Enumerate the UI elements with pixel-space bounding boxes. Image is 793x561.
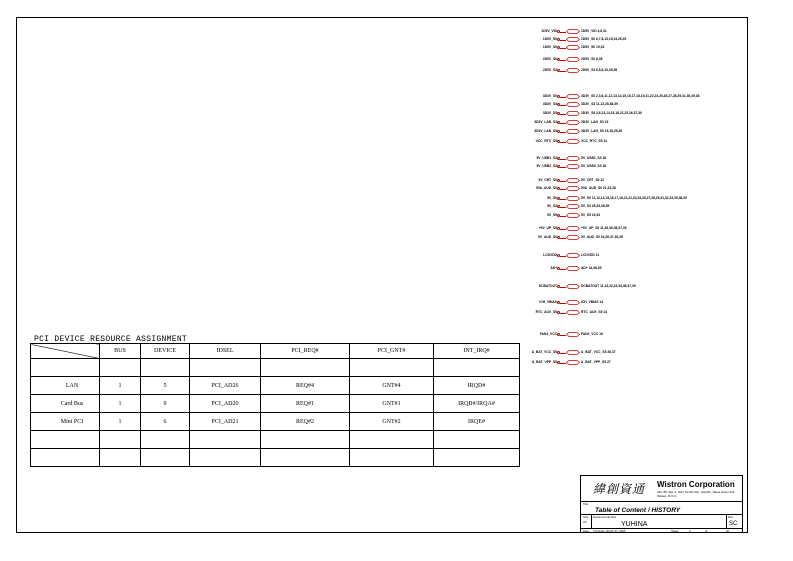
cell-device — [141, 431, 190, 449]
rail-target-label: 5VA_AUD_S0 21,23,28 — [581, 186, 616, 190]
power-rail-row — [500, 36, 760, 43]
document-title: Table of Content / HISTORY — [595, 507, 681, 514]
cell-idsel — [190, 359, 261, 377]
power-rail-row — [500, 185, 760, 192]
cell-device-name — [31, 431, 100, 449]
rail-source-label: 3D3V_S5 — [542, 111, 557, 115]
net-connector-icon — [566, 235, 580, 240]
net-connector-icon — [566, 284, 580, 289]
net-connector-icon — [566, 196, 580, 201]
power-rail-row — [500, 44, 760, 51]
rail-source-label: 2D5V_S0 — [542, 57, 557, 61]
cell-device: 5 — [141, 377, 190, 395]
rail-source-label: 1D5V_S0 — [542, 37, 557, 41]
rail-source-label: DCBATOUT — [538, 284, 557, 288]
cell-device: 9 — [141, 395, 190, 413]
rail-source-label: 2D5V_S3 — [542, 68, 557, 72]
header-idsel: IDSEL — [190, 344, 261, 359]
rail-source-label: AD+ — [550, 266, 557, 270]
cell-bus — [100, 431, 141, 449]
cell-irq — [434, 431, 520, 449]
power-rail-row — [500, 283, 760, 290]
net-connector-icon — [566, 102, 580, 107]
net-connector-icon — [566, 186, 580, 191]
rail-target-label: 5V_S3 25,33,38,39 — [581, 204, 610, 208]
cell-device-name: LAN — [31, 377, 100, 395]
net-connector-icon — [566, 129, 580, 134]
rail-target-label: RTC_AUX_S5 14 — [581, 310, 608, 314]
size-value: A3 — [583, 520, 587, 524]
power-rail-row — [500, 225, 760, 232]
rail-source-label: ICH_VBIAS — [539, 300, 557, 304]
cell-gnt: GNT#1 — [350, 395, 434, 413]
cell-req — [261, 449, 350, 467]
cell-irq: IRQD# — [434, 377, 520, 395]
cell-gnt: GNT#2 — [350, 413, 434, 431]
rail-target-label: A_BAT_VPP_S5 27 — [581, 360, 611, 364]
table-header-row — [31, 344, 520, 359]
power-rail-row — [500, 56, 760, 63]
rail-target-label: FAN1_VCC 16 — [581, 332, 603, 336]
cell-gnt — [350, 449, 434, 467]
net-connector-icon — [566, 300, 580, 305]
cell-bus: 1 — [100, 413, 141, 431]
sheet-value: 2 — [689, 529, 691, 533]
net-connector-icon — [566, 57, 580, 62]
net-connector-icon — [566, 332, 580, 337]
cell-idsel: PCI_AD20 — [190, 395, 261, 413]
power-rail-row — [500, 203, 760, 210]
rail-target-label: 3D3V_LAN_S3 19 — [581, 120, 609, 124]
rail-target-label: AD+ 34,38,39 — [581, 266, 602, 270]
power-rail-row — [500, 195, 760, 202]
cell-idsel — [190, 431, 261, 449]
rail-source-label: 5V_S5 — [547, 213, 557, 217]
cell-gnt — [350, 359, 434, 377]
cell-device — [141, 359, 190, 377]
company-address: 21F, 88, Sec.1, Hsin Tai Wu Rd., Hsichih, Taipei Hsien 221, Taiwan, R.O.C. — [657, 490, 736, 498]
cell-bus: 1 — [100, 395, 141, 413]
rail-source-label: FAN1_VCC — [539, 332, 557, 336]
title-divider — [581, 501, 742, 502]
rail-target-label: 5V_USB1_S3 18 — [581, 156, 607, 160]
power-rail-row — [500, 128, 760, 135]
cell-req — [261, 431, 350, 449]
rail-source-label: 5VA_AUD_S0 — [535, 186, 557, 190]
of-label: of — [705, 529, 708, 533]
power-rail-row — [500, 359, 760, 366]
power-rail-row — [500, 119, 760, 126]
document-number: YUHINA — [621, 521, 648, 528]
power-rail-row — [500, 67, 760, 74]
header-pci-gnt: PCI_GNT# — [350, 344, 434, 359]
cell-irq: IRQE# — [434, 413, 520, 431]
rail-target-label: 5V_AUD_S0 16,26,37,28,39 — [581, 235, 623, 239]
net-connector-icon — [566, 120, 580, 125]
power-rail-row — [500, 265, 760, 272]
cell-req: REQ#4 — [261, 377, 350, 395]
power-rail-row — [500, 28, 760, 35]
net-connector-icon — [566, 68, 580, 73]
power-rail-row — [500, 93, 760, 100]
rail-source-label: 3D3V_LAN_S3 — [534, 120, 557, 124]
cell-device — [141, 449, 190, 467]
title-block — [580, 475, 743, 533]
rail-source-label: A_BAT_VCC_S5 — [531, 350, 557, 354]
table-row — [31, 377, 520, 395]
cell-irq — [434, 449, 520, 467]
power-rail-row — [500, 138, 760, 145]
rail-source-label: 1D5V_S0 — [542, 45, 557, 49]
header-pci-req: PCI_REQ# — [261, 344, 350, 359]
rail-source-label: VCC_RTC_S5 — [535, 139, 557, 143]
net-connector-icon — [566, 350, 580, 355]
rev-separator — [726, 514, 727, 528]
rail-target-label: 3D3V_S0 2,3,6,11,12,13,14,15,16,17,18,19,21,22,24,25,26,27,28,29,31,35,39,38 — [581, 94, 700, 98]
rev-value: SC — [729, 521, 738, 527]
net-connector-icon — [566, 226, 580, 231]
sheet-label: Sheet — [671, 529, 679, 533]
net-connector-icon — [566, 213, 580, 218]
rail-source-label: 3D3V_LAN_S5 — [534, 129, 557, 133]
rail-target-label: 5V_USB3_S3 18 — [581, 164, 607, 168]
rail-target-label: 1D5V_S0 19,33 — [581, 45, 605, 49]
rail-source-label: +5V_UP_S5 — [538, 226, 557, 230]
net-connector-icon — [566, 139, 580, 144]
rail-target-label: 3D3V_LAN_S5 19,18,25,26 — [581, 129, 623, 133]
net-connector-icon — [566, 204, 580, 209]
size-label: Size — [583, 515, 589, 519]
power-rail-row — [500, 349, 760, 356]
rail-target-label: 5V_S0 11,12,14,15,16,17,18,21,22,23,24,25,27,28,29,31,32,33,35,38,39 — [581, 196, 687, 200]
rail-target-label: LCDVDD 11 — [581, 253, 600, 257]
power-rail-row — [500, 110, 760, 117]
header-bus: BUS — [100, 344, 141, 359]
power-rail-row — [500, 234, 760, 241]
rail-source-label: 5V_AUD_S0 — [538, 235, 557, 239]
cell-gnt: GNT#4 — [350, 377, 434, 395]
cell-irq: IRQB#/IRQA# — [434, 395, 520, 413]
power-rail-row — [500, 101, 760, 108]
cell-device-name — [31, 359, 100, 377]
rail-target-label: 3D3V_S3 11,12,28,38,39 — [581, 102, 618, 106]
of-value: 40 — [726, 529, 730, 533]
power-rail-row — [500, 155, 760, 162]
rail-source-label: 5V_S0 — [547, 196, 557, 200]
cell-req — [261, 359, 350, 377]
cell-idsel — [190, 449, 261, 467]
rail-source-label: 3D3V_S0 — [542, 94, 557, 98]
cell-device-name — [31, 449, 100, 467]
cell-req: REQ#1 — [261, 395, 350, 413]
header-device: DEVICE — [141, 344, 190, 359]
net-connector-icon — [566, 164, 580, 169]
table-row — [31, 449, 520, 467]
cell-device-name: Mini PCI — [31, 413, 100, 431]
cell-idsel: PCI_AD26 — [190, 377, 261, 395]
size-separator — [591, 514, 592, 528]
rail-target-label: 1D5V_S0 6,7,8,13,15,24,26,39 — [581, 37, 627, 41]
net-connector-icon — [566, 45, 580, 50]
document-number-label: Document Number — [593, 515, 617, 519]
net-connector-icon — [566, 178, 580, 183]
net-connector-icon — [566, 266, 580, 271]
cell-bus — [100, 449, 141, 467]
net-connector-icon — [566, 253, 580, 258]
power-rail-row — [500, 299, 760, 306]
rail-target-label: VCC_RTC_S5 14 — [581, 139, 608, 143]
pci-resource-table — [30, 343, 520, 467]
net-connector-icon — [566, 111, 580, 116]
date-label: Date: — [583, 529, 590, 533]
rail-source-label: 3D3V_S3 — [542, 102, 557, 106]
cell-idsel: PCI_AD21 — [190, 413, 261, 431]
rail-source-label: A_BAT_VPP_S5 — [531, 360, 557, 364]
cell-device-name: Card Bus — [31, 395, 100, 413]
table-row — [31, 395, 520, 413]
net-connector-icon — [566, 310, 580, 315]
table-title: PCI DEVICE RESOURCE ASSIGNMENT — [34, 335, 188, 344]
rail-target-label: 2D5V_S3 6,8,9,10,35,38 — [581, 68, 618, 72]
header-int-irq: INT_IRQ# — [434, 344, 520, 359]
rail-source-label: 5V_USB3_S3 — [536, 164, 557, 168]
table-row — [31, 359, 520, 377]
rail-target-label: ICH_VBIAS 14 — [581, 300, 604, 304]
title-label: Title — [583, 502, 589, 506]
rail-target-label: +5V_UP_S5 11,26,36,38,37,39 — [581, 226, 627, 230]
net-connector-icon — [566, 94, 580, 99]
rail-target-label: 5V_S5 19,33 — [581, 213, 601, 217]
rail-source-label: 5V_CRT_S0 — [538, 178, 557, 182]
rail-target-label: 1D5V_VID 4,6,31 — [581, 29, 607, 33]
power-rail-row — [500, 252, 760, 259]
rail-source-label: 5V_USB1_S3 — [536, 156, 557, 160]
rail-source-label: 5V_S3 — [547, 204, 557, 208]
table-row — [31, 413, 520, 431]
power-rail-row — [500, 177, 760, 184]
rev-label: Rev — [728, 515, 733, 519]
net-connector-icon — [566, 156, 580, 161]
cell-device: 6 — [141, 413, 190, 431]
company-logo: 緯創資通 — [593, 482, 646, 496]
rail-target-label: 2D5V_S0 8,38 — [581, 57, 603, 61]
company-name: Wistron Corporation — [657, 480, 735, 489]
rail-target-label: 3D3V_S5 3,6,13,14,15,18,21,22,26,37,39 — [581, 111, 642, 115]
power-rail-row — [500, 212, 760, 219]
cell-req: REQ#2 — [261, 413, 350, 431]
rail-source-label: LCDVDD — [543, 253, 557, 257]
table-row — [31, 431, 520, 449]
header-corner-cell — [31, 344, 100, 359]
net-connector-icon — [566, 360, 580, 365]
rail-source-label: RTC_AUX_S5 — [535, 310, 557, 314]
net-connector-icon — [566, 37, 580, 42]
date-value: Thursday, March 31, 2005 — [593, 529, 626, 533]
power-rail-row — [500, 163, 760, 170]
rail-target-label: A_BAT_VCC_S5 26,37 — [581, 350, 616, 354]
net-connector-icon — [566, 29, 580, 34]
rail-source-label: 1D5V_VID — [541, 29, 557, 33]
power-rail-row — [500, 331, 760, 338]
cell-gnt — [350, 431, 434, 449]
rail-target-label: DCBATOUT 11,13,22,23,34,36,37,39 — [581, 284, 636, 288]
cell-bus: 1 — [100, 377, 141, 395]
cell-bus — [100, 359, 141, 377]
rail-target-label: 5V_CRT_S0 12 — [581, 178, 605, 182]
power-rail-row — [500, 309, 760, 316]
